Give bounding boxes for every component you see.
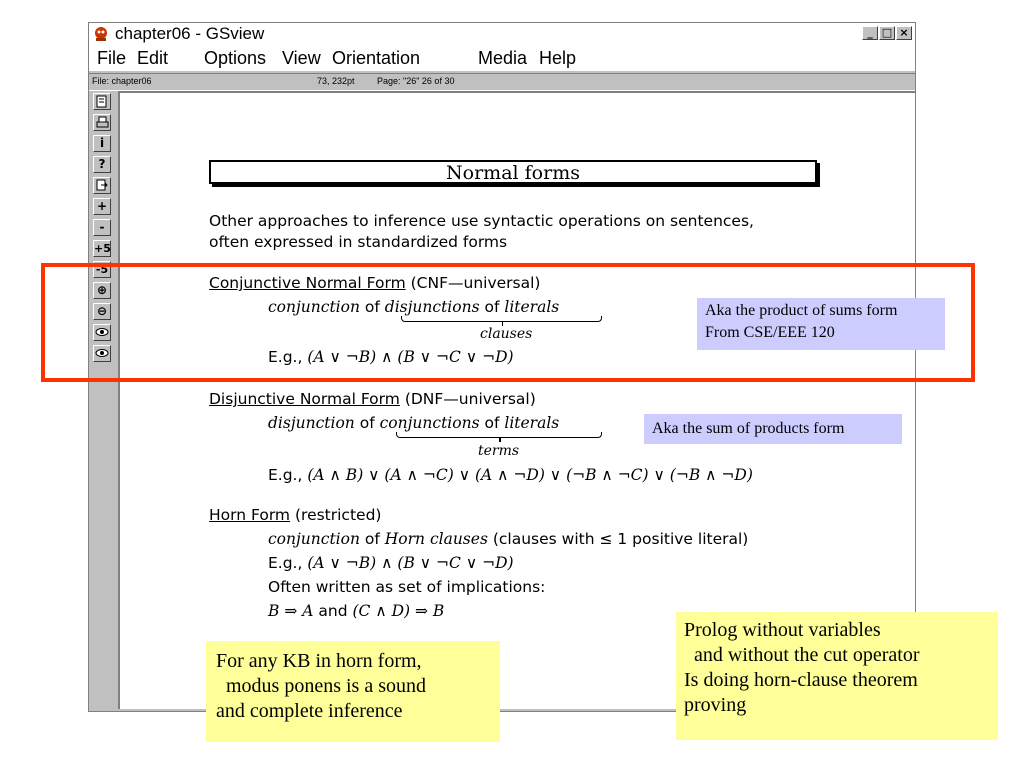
menu-file[interactable]: File <box>97 48 127 68</box>
horn-eg-prefix: E.g., <box>268 554 303 572</box>
open-icon[interactable] <box>93 93 111 110</box>
dnf-example <box>268 465 753 485</box>
status-coords: 73, 232pt <box>317 76 355 86</box>
horn-eg-formula: (A ∨ ¬B) ∧ (B ∨ ¬C ∨ ¬D) <box>307 554 514 572</box>
print-icon[interactable] <box>93 114 111 131</box>
horn-word-horn-clauses: Horn clauses <box>384 530 488 548</box>
window-title: chapter06 - GSview <box>115 24 265 43</box>
status-file: File: chapter06 <box>92 76 152 86</box>
horn-heading-row <box>209 505 381 525</box>
horn-heading: Horn Form <box>209 506 291 524</box>
dnf-definition <box>268 413 559 433</box>
menu-orientation[interactable]: Orientation <box>332 48 421 68</box>
close-button[interactable]: × <box>896 26 912 40</box>
horn-definition <box>268 529 748 549</box>
horn-example <box>268 553 514 573</box>
menu-bar <box>89 45 915 71</box>
zoom-out-icon[interactable]: ⊖ <box>93 303 111 320</box>
cnf-eg-formula: (A ∨ ¬B) ∧ (B ∨ ¬C ∨ ¬D) <box>307 348 514 366</box>
next-page-icon[interactable]: + <box>93 198 111 215</box>
cnf-eg-prefix: E.g., <box>268 348 303 366</box>
kb-note-line-1: For any KB in horn form, <box>216 650 422 672</box>
menu-view[interactable]: View <box>282 48 321 68</box>
kb-note-line-3: and complete inference <box>216 700 403 722</box>
dnf-word-conjunctions: conjunctions <box>379 414 480 432</box>
cnf-note-line-2: From CSE/EEE 120 <box>705 324 835 341</box>
dnf-of-2: of <box>484 414 500 432</box>
prolog-note-line-4: proving <box>684 694 747 716</box>
prolog-note-line-3: Is doing horn-clause theorem <box>684 669 918 691</box>
info-icon[interactable]: i <box>93 135 111 152</box>
horn-impl-1: B ⇒ A <box>268 602 314 620</box>
horn-impl-and: and <box>318 602 348 620</box>
horn-of-1: of <box>364 530 380 548</box>
horn-tail: (clauses with ≤ 1 positive literal) <box>492 530 749 548</box>
prev-page-icon[interactable]: - <box>93 219 111 236</box>
maximize-button[interactable]: □ <box>879 26 895 40</box>
dnf-of-1: of <box>359 414 375 432</box>
dnf-eg-prefix: E.g., <box>268 466 303 484</box>
horn-word-conjunction: conjunction <box>268 530 360 548</box>
dnf-eg-formula: (A ∧ B) ∨ (A ∧ ¬C) ∨ (A ∧ ¬D) ∨ (¬B ∧ ¬C) ∨ (¬B ∧ ¬D) <box>307 466 753 484</box>
dnf-note: Aka the sum of products form <box>644 414 902 444</box>
prolog-note-line-1: Prolog without variables <box>684 619 881 641</box>
cnf-of-2: of <box>484 298 500 316</box>
cnf-clauses-label: clauses <box>480 326 533 342</box>
dnf-underbrace <box>396 432 602 438</box>
intro-line-2: often expressed in standardized forms <box>209 233 508 251</box>
help-icon[interactable]: ? <box>93 156 111 173</box>
cnf-word-literals: literals <box>504 298 560 316</box>
horn-implications <box>268 601 444 621</box>
goto-icon[interactable] <box>93 177 111 194</box>
minimize-button[interactable]: _ <box>862 26 878 40</box>
cnf-word-conjunction: conjunction <box>268 298 360 316</box>
dnf-heading-row <box>209 389 536 409</box>
prolog-note-line-2: and without the cut operator <box>684 644 920 666</box>
slide-title: Normal forms <box>446 162 580 184</box>
menu-edit[interactable]: Edit <box>137 48 169 68</box>
horn-impl-2: (C ∧ D) ⇒ B <box>352 602 445 620</box>
cnf-note-line-1: Aka the product of sums form <box>705 302 898 319</box>
side-toolbar <box>90 91 114 709</box>
gsview-app-icon <box>93 26 109 42</box>
skip-forward-icon[interactable]: +5 <box>94 242 111 255</box>
prolog-note <box>676 612 998 740</box>
menu-options[interactable]: Options <box>204 48 267 68</box>
dnf-word-disjunction: disjunction <box>268 414 355 432</box>
dnf-heading: Disjunctive Normal Form <box>209 390 400 408</box>
dnf-word-literals: literals <box>504 414 560 432</box>
horn-note: Often written as set of implications: <box>268 578 546 596</box>
intro-line-1: Other approaches to inference use syntactic operations on sentences, <box>209 212 754 230</box>
title-bar[interactable] <box>89 23 915 45</box>
zoom-in-icon[interactable]: ⊕ <box>93 282 111 299</box>
cnf-word-disjunctions: disjunctions <box>384 298 480 316</box>
status-bar <box>89 73 915 91</box>
cnf-heading: Conjunctive Normal Form <box>209 274 406 292</box>
skip-back-icon[interactable]: -5 <box>93 261 111 278</box>
cnf-of-1: of <box>364 298 380 316</box>
dnf-heading-suffix: (DNF—universal) <box>404 390 536 408</box>
cnf-heading-suffix: (CNF—universal) <box>410 274 541 292</box>
kb-note-line-2: modus ponens is a sound <box>216 675 426 697</box>
menu-help[interactable]: Help <box>539 48 577 68</box>
horn-heading-suffix: (restricted) <box>294 506 382 524</box>
slide-title-box <box>209 160 817 184</box>
status-page: Page: "26" 26 of 30 <box>377 76 455 86</box>
cnf-note <box>697 298 945 350</box>
kb-note <box>206 641 500 742</box>
menu-media[interactable]: Media <box>478 48 528 68</box>
dnf-terms-label: terms <box>478 443 520 459</box>
